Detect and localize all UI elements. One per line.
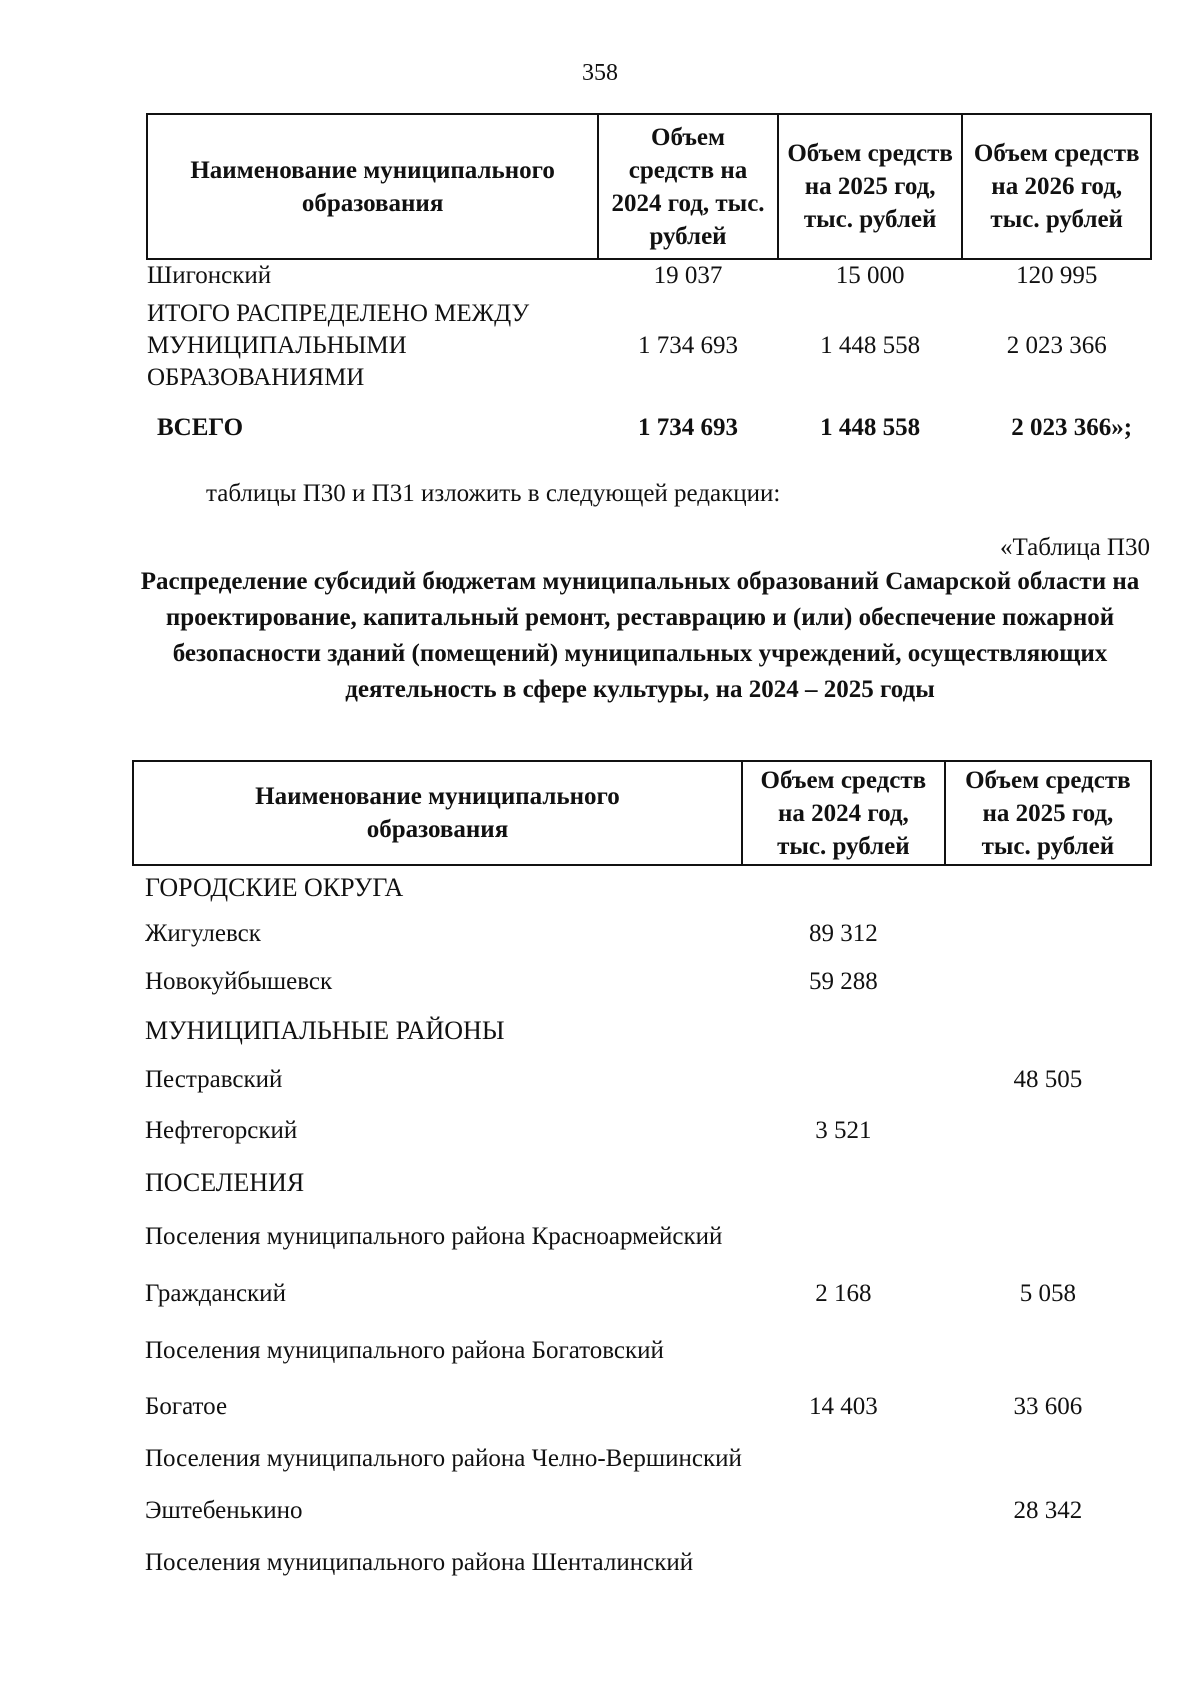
row-name: МУНИЦИПАЛЬНЫЕ РАЙОНЫ — [145, 1016, 505, 1045]
row-name: Поселения муниципального района Красноармейский — [145, 1223, 723, 1250]
row-name: ВСЕГО — [157, 414, 244, 441]
value-2025: 15 000 — [835, 262, 905, 289]
value-2024 — [742, 1484, 945, 1538]
column-header-2025: Объем средств на 2025 год, тыс. рублей — [945, 761, 1151, 865]
row-name: Эштебенькино — [145, 1497, 303, 1524]
value-2025: 1 448 558 — [820, 414, 921, 441]
value-2024: 59 288 — [808, 968, 878, 995]
row-name: ПОСЕЛЕНИЯ — [145, 1168, 305, 1197]
instruction-text: таблицы П30 и П31 изложить в следующей редакции: — [206, 480, 781, 507]
row-name: Поселения муниципального района Богатовский — [145, 1337, 664, 1364]
table-row — [133, 1538, 1151, 1588]
table-label: «Таблица П30 — [1000, 534, 1150, 561]
column-header-2025: Объем средств на 2025 год, тыс. рублей — [778, 114, 963, 259]
table-row — [133, 1266, 1151, 1322]
subsidy-table-2024-2025 — [132, 760, 1152, 1588]
value-2025 — [945, 1434, 1151, 1484]
table-row — [133, 1380, 1151, 1434]
row-name: Поселения муниципального района Шенталинский — [145, 1549, 694, 1576]
row-name: Нефтегорский — [145, 1117, 298, 1144]
value-2024 — [742, 1006, 945, 1056]
value-2024: 19 037 — [653, 262, 723, 289]
value-2024: 3 521 — [815, 1117, 872, 1144]
row-name: Поселения муниципального района Челно-Вершинский — [145, 1445, 742, 1472]
value-2024: 89 312 — [808, 920, 878, 947]
row-name: ИТОГО РАСПРЕДЕЛЕНО МЕЖДУ МУНИЦИПАЛЬНЫМИ ОБРАЗОВАНИЯМИ — [147, 300, 530, 391]
value-2025 — [945, 1322, 1151, 1380]
value-2024: 2 168 — [815, 1280, 872, 1307]
value-2024 — [742, 1322, 945, 1380]
table-row — [133, 1104, 1151, 1158]
table-header-row — [133, 761, 1151, 865]
value-2026: 120 995 — [1016, 262, 1098, 289]
column-header-2024: Объем средств на 2024 год, тыс. рублей — [742, 761, 945, 865]
row-name: Гражданский — [145, 1280, 286, 1307]
value-2024 — [742, 1056, 945, 1104]
table-row — [133, 910, 1151, 958]
table-row-grand-total — [147, 394, 1151, 462]
table-row — [147, 259, 1151, 298]
table-row — [133, 865, 1151, 910]
value-2024 — [742, 1434, 945, 1484]
table-row — [133, 958, 1151, 1006]
table-row — [133, 1056, 1151, 1104]
value-2024: 14 403 — [808, 1393, 878, 1420]
value-2024 — [742, 865, 945, 910]
value-2025 — [945, 865, 1151, 910]
value-2025 — [945, 1208, 1151, 1266]
column-header-2024: Объем средств на 2024 год, тыс. рублей — [598, 114, 778, 259]
table-row — [133, 1006, 1151, 1056]
row-name: Жигулевск — [145, 920, 261, 947]
table-row — [133, 1484, 1151, 1538]
value-2025 — [945, 1006, 1151, 1056]
row-name: Шигонский — [147, 262, 272, 289]
row-name: Пестравский — [145, 1066, 283, 1093]
value-2025: 1 448 558 — [820, 332, 921, 359]
value-2025 — [945, 958, 1151, 1006]
table-row — [133, 1434, 1151, 1484]
value-2025: 28 342 — [1013, 1497, 1083, 1524]
row-name: Богатое — [145, 1393, 228, 1420]
value-2025: 48 505 — [1013, 1066, 1083, 1093]
value-2025: 5 058 — [1019, 1280, 1076, 1307]
value-2026: 2 023 366 — [1006, 332, 1107, 359]
value-2024 — [742, 1208, 945, 1266]
table-row — [133, 1322, 1151, 1380]
value-2024 — [742, 1158, 945, 1208]
value-2025: 33 606 — [1013, 1393, 1083, 1420]
value-2024 — [742, 1538, 945, 1588]
value-2025 — [945, 910, 1151, 958]
value-2026: 2 023 366»; — [1011, 414, 1133, 441]
column-header-name: Наименование муниципального образования — [147, 114, 598, 259]
table-row — [133, 1208, 1151, 1266]
table-header-row — [147, 114, 1151, 259]
value-2024: 1 734 693 — [638, 414, 739, 441]
table-title: Распределение субсидий бюджетам муниципальных образований Самарской области на проектирование, капитальный ремонт, реставрацию и (или) обеспечение пожарной безопасности зданий (помещений) муниципальных учреждений, осуществляющих деятельность в сфере культуры, на 2024 – 2025 годы — [140, 568, 1140, 703]
page-number: 358 — [582, 60, 618, 86]
value-2024: 1 734 693 — [638, 332, 739, 359]
table-row — [133, 1158, 1151, 1208]
table-row-total-distributed — [147, 298, 1151, 394]
row-name: Новокуйбышевск — [145, 968, 333, 995]
value-2025 — [945, 1104, 1151, 1158]
column-header-name: Наименование муниципального образования — [133, 761, 742, 865]
value-2025 — [945, 1538, 1151, 1588]
row-name: ГОРОДСКИЕ ОКРУГА — [145, 873, 404, 902]
value-2025 — [945, 1158, 1151, 1208]
column-header-2026: Объем средств на 2026 год, тыс. рублей — [962, 114, 1151, 259]
budget-table-2024-2026 — [146, 113, 1152, 462]
